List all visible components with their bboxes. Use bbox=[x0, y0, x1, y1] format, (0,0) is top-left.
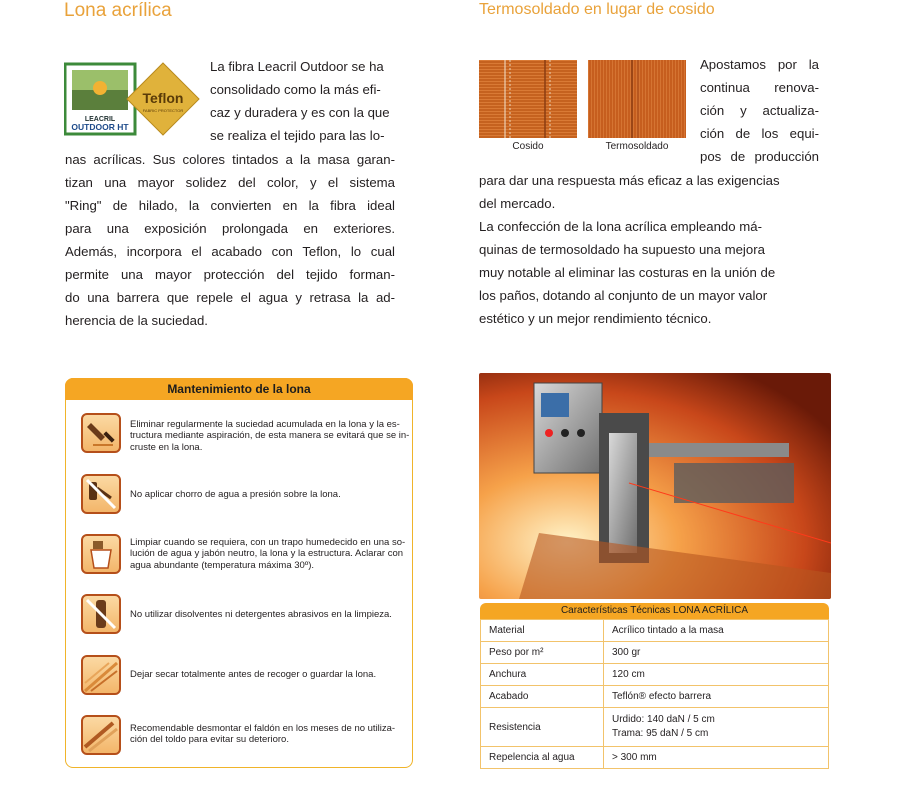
text-line: cruste en la lona. bbox=[130, 441, 203, 453]
text-line: La fibra Leacril Outdoor se ha bbox=[210, 59, 384, 74]
spec-value bbox=[604, 708, 829, 747]
spec-value: > 300 mm bbox=[604, 747, 829, 769]
spec-value: 300 gr bbox=[604, 642, 829, 664]
bucket-icon bbox=[81, 534, 121, 574]
page-title-right: Termosoldado en lugar de cosido bbox=[479, 1, 715, 18]
text-line: Dejar secar totalmente antes de recoger o guardar la lona. bbox=[130, 669, 377, 680]
intro-paragraph-part1 bbox=[210, 55, 415, 147]
specs-table bbox=[480, 619, 829, 769]
text-line: tructura mediante aspiración, de esta manera se evitará que se in- bbox=[130, 430, 410, 442]
maintenance-panel bbox=[65, 378, 413, 768]
page-title-left: Lona acrílica bbox=[64, 0, 172, 21]
table-row bbox=[481, 747, 829, 769]
table-row bbox=[481, 686, 829, 708]
maintenance-item-6 bbox=[130, 723, 430, 746]
svg-text:Teflon: Teflon bbox=[142, 90, 184, 106]
text-line: ción del toldo para evitar su deterioro. bbox=[130, 734, 289, 746]
welding-paragraph-part1 bbox=[700, 53, 819, 168]
intro-paragraph-part2 bbox=[65, 148, 395, 333]
spec-value-line: Urdido: 140 daN / 5 cm bbox=[612, 714, 715, 725]
table-row bbox=[481, 664, 829, 686]
spec-key: Peso por m² bbox=[481, 642, 604, 664]
text-line: Apostamos por la bbox=[700, 57, 819, 72]
text-line: del mercado. bbox=[479, 195, 556, 211]
spec-key: Material bbox=[481, 620, 604, 642]
text-line: ción y actualiza- bbox=[700, 103, 819, 119]
welding-machine-photo bbox=[479, 373, 831, 599]
maintenance-item-1 bbox=[130, 419, 430, 453]
text-line: La confección de la lona acrílica empleando má- bbox=[479, 218, 762, 234]
text-line: No aplicar chorro de agua a presión sobre la lona. bbox=[130, 489, 341, 500]
text-line: caz y duradera y es con la que bbox=[210, 105, 390, 121]
maintenance-item-5 bbox=[130, 669, 430, 680]
text-line: Recomendable desmontar el faldón en los meses de no utiliza- bbox=[130, 723, 396, 734]
dry-icon bbox=[81, 655, 121, 695]
svg-text:FABRIC PROTECTOR: FABRIC PROTECTOR bbox=[142, 108, 184, 113]
spec-value-line: Trama: 95 daN / 5 cm bbox=[612, 728, 709, 739]
photo-caption: Cosido bbox=[512, 141, 544, 152]
spec-key: Acabado bbox=[481, 686, 604, 708]
brush-icon bbox=[81, 413, 121, 453]
spec-value: Acrílico tintado a la masa bbox=[604, 620, 829, 642]
roll-icon bbox=[81, 715, 121, 755]
text-line: quinas de termosoldado ha supuesto una mejora bbox=[479, 241, 765, 257]
spec-key: Repelencia al agua bbox=[481, 747, 604, 769]
text-line: No utilizar disolventes ni detergentes abrasivos en la limpieza. bbox=[130, 609, 392, 620]
logo-group bbox=[64, 60, 201, 139]
welding-paragraph-part2 bbox=[479, 169, 801, 331]
leacril-teflon-logo bbox=[64, 60, 201, 139]
text-line: herencia de la suciedad. bbox=[65, 313, 208, 329]
text-line: "Ring" de hilado, la convierten en la fibra ideal bbox=[65, 197, 395, 213]
text-line: lución de agua y jabón neutro, la lona y la estructura. Aclarar con bbox=[130, 548, 404, 560]
heat-welded-fabric-photo bbox=[588, 60, 686, 138]
text-line: los paños, dotando al conjunto de un mayor valor bbox=[479, 287, 768, 303]
sewn-fabric-photo bbox=[479, 60, 577, 138]
text-line: para dar una respuesta más eficaz a las exigencias bbox=[479, 172, 780, 188]
maintenance-item-4 bbox=[130, 609, 430, 620]
text-line: ción de los equi- bbox=[700, 126, 819, 142]
text-line: muy notable al eliminar las costuras en la unión de bbox=[479, 264, 776, 280]
text-line: permite una mayor protección del tejido forman- bbox=[65, 266, 395, 282]
text-line: do una barrera que repele el agua y retrasa la ad- bbox=[65, 290, 395, 306]
text-line: se realiza el tejido para las lo- bbox=[210, 128, 385, 144]
specs-panel bbox=[480, 603, 829, 769]
svg-text:LEACRIL: LEACRIL bbox=[84, 116, 116, 123]
photo-caption: Termosoldado bbox=[605, 141, 669, 152]
table-row bbox=[481, 642, 829, 664]
svg-text:OUTDOOR HT: OUTDOOR HT bbox=[71, 122, 129, 132]
text-line: consolidado como la más efi- bbox=[210, 82, 381, 98]
table-row bbox=[481, 620, 829, 642]
text-line: nas acrílicas. Sus colores tintados a la masa garan- bbox=[65, 151, 395, 167]
spec-key: Anchura bbox=[481, 664, 604, 686]
spec-value: 120 cm bbox=[604, 664, 829, 686]
spec-value: Teflón® efecto barrera bbox=[604, 686, 829, 708]
maintenance-item-3 bbox=[130, 537, 430, 571]
text-line: estético y un mejor rendimiento técnico. bbox=[479, 311, 712, 327]
text-line: Además, incorpora el acabado con Teflon, lo cual bbox=[65, 243, 395, 259]
specs-title: Características Técnicas LONA ACRÍLICA bbox=[480, 603, 829, 619]
text-line: tizan una mayor solidez del color, y el sistema bbox=[65, 174, 395, 190]
no-water-jet-icon bbox=[81, 474, 121, 514]
text-line: Limpiar cuando se requiera, con un trapo humedecido en una so- bbox=[130, 537, 406, 548]
text-line: pos de producción bbox=[700, 149, 819, 165]
text-line: para una exposición prolongada en exteriores. bbox=[65, 220, 395, 236]
text-line: Eliminar regularmente la suciedad acumulada en la lona y la es- bbox=[130, 419, 400, 430]
maintenance-title: Mantenimiento de la lona bbox=[65, 378, 413, 400]
table-row bbox=[481, 708, 829, 747]
no-solvent-icon bbox=[81, 594, 121, 634]
text-line: continua renova- bbox=[700, 80, 819, 96]
spec-key: Resistencia bbox=[481, 708, 604, 747]
maintenance-item-2 bbox=[130, 489, 430, 500]
text-line: agua abundante (temperatura máxima 30º). bbox=[130, 559, 315, 571]
